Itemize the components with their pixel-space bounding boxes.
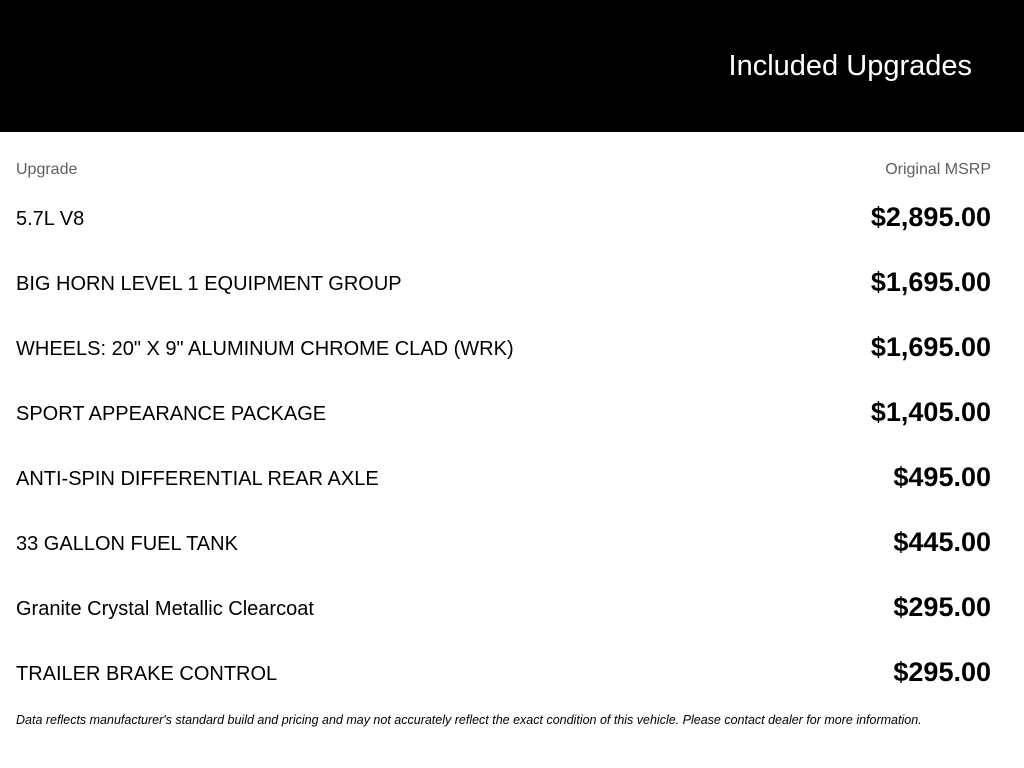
upgrade-name: TRAILER BRAKE CONTROL <box>16 663 278 685</box>
upgrade-price: $445.00 <box>893 527 991 557</box>
upgrade-name: 33 GALLON FUEL TANK <box>16 533 238 555</box>
upgrade-name: WHEELS: 20" X 9" ALUMINUM CHROME CLAD (WRK) <box>16 338 514 360</box>
upgrade-row <box>0 575 1024 640</box>
upgrade-row <box>0 380 1024 445</box>
upgrade-price: $1,405.00 <box>870 397 991 427</box>
header-bar <box>0 0 1024 132</box>
upgrade-row <box>0 250 1024 315</box>
upgrade-row <box>0 315 1024 380</box>
upgrade-row <box>0 640 1024 705</box>
disclaimer-text: Data reflects manufacturer's standard build and pricing and may not accurately reflect the exact condition of this vehicle. Please contact dealer for more information. <box>16 713 922 727</box>
upgrade-price: $495.00 <box>893 462 991 492</box>
upgrade-price: $1,695.00 <box>870 267 991 297</box>
upgrade-price: $2,895.00 <box>870 202 991 232</box>
upgrade-price: $1,695.00 <box>870 332 991 362</box>
upgrade-name: BIG HORN LEVEL 1 EQUIPMENT GROUP <box>16 273 402 295</box>
upgrade-name: Granite Crystal Metallic Clearcoat <box>16 598 314 620</box>
upgrades-list <box>0 185 1024 705</box>
upgrade-row <box>0 445 1024 510</box>
upgrade-name: 5.7L V8 <box>16 208 85 230</box>
column-header-msrp: Original MSRP <box>885 161 991 178</box>
column-header-upgrade: Upgrade <box>16 161 78 178</box>
page-title: Included Upgrades <box>728 50 972 82</box>
upgrade-name: ANTI-SPIN DIFFERENTIAL REAR AXLE <box>16 468 379 490</box>
upgrade-row <box>0 510 1024 575</box>
upgrade-price: $295.00 <box>893 657 991 687</box>
upgrade-name: SPORT APPEARANCE PACKAGE <box>16 403 327 425</box>
upgrade-row <box>0 185 1024 250</box>
upgrade-price: $295.00 <box>893 592 991 622</box>
